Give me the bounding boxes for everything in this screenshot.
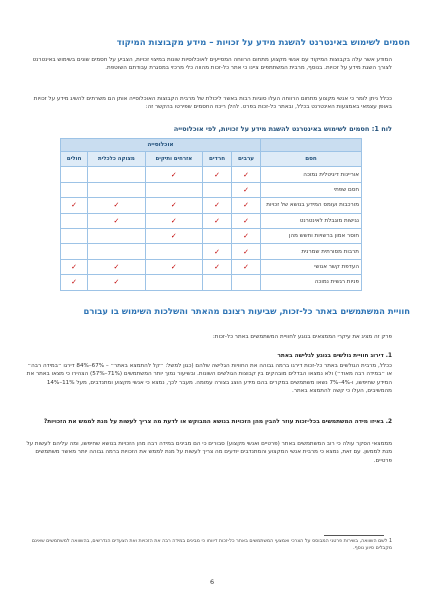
empty-cell <box>61 167 88 182</box>
empty-cell <box>145 182 202 197</box>
table-row <box>61 182 362 197</box>
column-header-patients: חולים <box>61 152 88 167</box>
empty-cell <box>203 275 232 290</box>
table-corner-cell <box>261 139 362 152</box>
checkmark-icon: ✓ <box>145 259 202 274</box>
empty-cell <box>145 275 202 290</box>
empty-cell <box>232 275 261 290</box>
column-header-seniors: אזרחים ותיקים <box>145 152 202 167</box>
checkmark-icon: ✓ <box>203 167 232 182</box>
checkmark-icon: ✓ <box>145 228 202 243</box>
empty-cell <box>88 244 145 259</box>
section-heading: חסמים לשימוש באינטרנט להשגת מידע על זכויות – מידע מקבוצות המיקוד <box>116 38 410 48</box>
footnote: 1 לשם השוואה, בשירות פרטני המבוסס על הצרכי ואמצעי המשתמשים באתר כל-זכות דיווחו כי מבינים במידה רבה את הזכויות ואת הצעדים הנדרשים, בהשוואה למשתמשים שאינם מקבלים סיוע נוסף. <box>31 539 392 551</box>
list-item-1-heading: 1. דירוג חוויית גולשים בנוגע לגלישה באתר <box>277 353 392 359</box>
checkmark-icon: ✓ <box>232 198 261 213</box>
barriers-table <box>60 138 362 291</box>
table-row <box>61 244 362 259</box>
empty-cell <box>61 213 88 228</box>
column-header-haredim: חרדים <box>203 152 232 167</box>
table-row <box>61 167 362 182</box>
table-row <box>61 198 362 213</box>
empty-cell <box>88 228 145 243</box>
checkmark-icon: ✓ <box>203 259 232 274</box>
checkmark-icon: ✓ <box>232 244 261 259</box>
population-group-header: אוכלוסייה <box>61 139 261 152</box>
empty-cell <box>203 228 232 243</box>
table-row <box>61 213 362 228</box>
paragraph-understanding-rights: מממצאי הסקר עולה כי רוב המשתמשים באתר (פרטיים ואנשי מקצוע) סבורים כי הם מבינים במידה רבה מהן הזכויות בנושא שחיפשו, ומה עליהם לעשות על מנת לממשן. עם זאת, נמצא כי מרבית אנשי המקצוע והמתנדבים יודעים מה צריך לעשות על מנת לממש את הזכויות ברמה גבוהה יותר מאשר משתמשים פרטיים. <box>26 441 392 464</box>
checkmark-icon: ✓ <box>61 198 88 213</box>
barrier-label: פניות רגשית נמוכה <box>261 275 362 290</box>
footnote-separator <box>324 535 384 536</box>
checkmark-icon: ✓ <box>61 259 88 274</box>
checkmark-icon: ✓ <box>232 259 261 274</box>
checkmark-icon: ✓ <box>203 244 232 259</box>
barrier-label: מורכבות ועומס המידע בנושא של זכויות <box>261 198 362 213</box>
checkmark-icon: ✓ <box>88 198 145 213</box>
barrier-label: אוריינות דיגיטלית נמוכה <box>261 167 362 182</box>
checkmark-icon: ✓ <box>232 213 261 228</box>
checkmark-icon: ✓ <box>232 167 261 182</box>
checkmark-icon: ✓ <box>145 198 202 213</box>
paragraph-barriers-summary: ככלל ניתן לומר כי אנשי מקצוע מתחום הרווחה העלו סוגיות רבות באשר ליכולת של מרבית הקבוצות האוכלוסייה אותן הם משרתים להשיג מידע על זכויות באופן עצמאי באמצעות האינטרנט בכלל, ובאתר כל-זכות בפרט. להלן ריכוז החסמים שפירטו בהקשר זה: <box>33 96 392 111</box>
empty-cell <box>88 182 145 197</box>
barrier-label: נגישות מוגבלת לאינטרנט <box>261 213 362 228</box>
section-heading-2: חוויית המשתמשים באתר כל-זכות, שביעות רצונם מהאתר והשלכות השימוש בו עבורם <box>83 306 410 316</box>
checkmark-icon: ✓ <box>203 198 232 213</box>
empty-cell <box>61 244 88 259</box>
empty-cell <box>88 167 145 182</box>
barrier-label: העדפת קשר אנושי <box>261 259 362 274</box>
checkmark-icon: ✓ <box>232 182 261 197</box>
barrier-label: תרבות מסורתית שמרנית <box>261 244 362 259</box>
column-header-economic-distress: מצוקה כלכלית <box>88 152 145 167</box>
table-body <box>61 167 362 290</box>
checkmark-icon: ✓ <box>145 167 202 182</box>
checkmark-icon: ✓ <box>232 228 261 243</box>
barrier-column-header: חסם <box>261 152 362 167</box>
checkmark-icon: ✓ <box>88 275 145 290</box>
checkmark-icon: ✓ <box>88 213 145 228</box>
table-row <box>61 275 362 290</box>
column-header-arabs: ערבים <box>232 152 261 167</box>
table-caption: לוח 1: חסמים לשימוש באינטרנט להשגת מידע על זכויות, לפי אוכלוסייה <box>173 125 392 133</box>
checkmark-icon: ✓ <box>203 213 232 228</box>
page-number: 6 <box>209 578 215 586</box>
empty-cell <box>145 244 202 259</box>
table-header-row <box>61 152 362 167</box>
table-row <box>61 259 362 274</box>
empty-cell <box>203 182 232 197</box>
checkmark-icon: ✓ <box>145 213 202 228</box>
list-item-2-heading: 2. באיזו מידה המשתמשים בכל-זכות עוזר להבין מהן הזכויות בנושא המבוקש או לדעת מה צריך לעשות על מנת לממש את הזכויות? <box>43 419 392 425</box>
paragraph-browsing-experience: ככלל, מרבית הגולשים באתר כל-זכות דירגו ברמה גבוהה את החוויות הגלישה שלהם (כגון למשל: ״קל להתמצא באתר״ – 67%–84% דירגו ״במידה רבה״ או ״במידה רבה מאוד״) ולא נמצאו הבדלים מובהקים בין קבוצות הגולשים השונות. ובשיעור נמוך יותר המשתמשים (71%–57%) הצהירו כי מצאו באתר את המידע שחיפשו, ו-4%–7% נשאו משתמשים במקרים בהם מידע הוצג בצורה עמומה. מעבר לכך, נמצא כי אנשי מקצוע ומתנדבים, מעל 11%–14% מהמשיבים, העלו כי קשה להתמצא באתר. <box>26 363 392 395</box>
paragraph-section-intro: פרק זה מציג את עיקרי הממצאים בנוגע לחוויית המשתמשים באתר כל-זכות: <box>212 334 392 340</box>
table-group-header-row <box>61 139 362 152</box>
barrier-label: חסם שפתי <box>261 182 362 197</box>
checkmark-icon: ✓ <box>61 275 88 290</box>
checkmark-icon: ✓ <box>88 259 145 274</box>
empty-cell <box>61 228 88 243</box>
table-row <box>61 228 362 243</box>
barrier-label: חוסר אמון ברשויות וחשש מהן <box>261 228 362 243</box>
paragraph-intro: המודע אשר עלה בקבוצות המיקוד עם אנשי מקצוע מתחום הרווחה המסייעים לאוכלוסיות שונות במיצוי זכויות, הצביע על חסמים שונים בשימוש באינטרנט לצורך השגת מידע על זכויות. בנוסף, מרבית המשתתפים ציינו כי אתר כל-זכות מהווה כלי מרכזי במסגרת עבודתם השוטפת. <box>32 57 392 72</box>
empty-cell <box>61 182 88 197</box>
